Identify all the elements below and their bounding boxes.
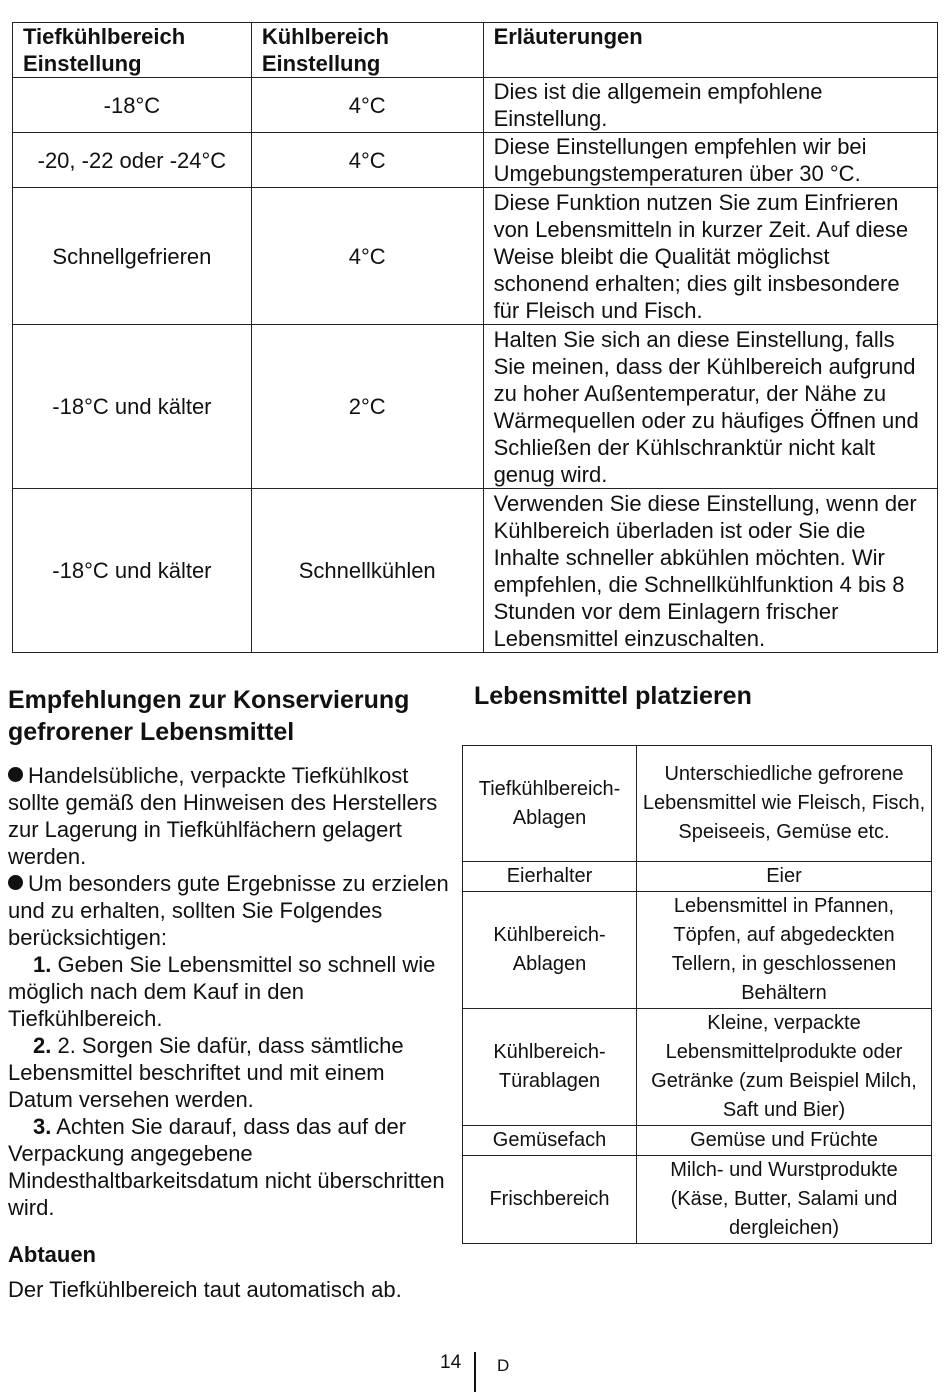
step-text: Geben Sie Lebensmittel so schnell wie möglich nach dem Kauf in den Tiefkühlbereich. (8, 952, 436, 1031)
header-notes: Erläuterungen (483, 23, 937, 78)
bullet-icon (8, 875, 23, 890)
language-code: D (497, 1356, 510, 1375)
food-items-cell: Lebensmittel in Pfannen, Töpfen, auf abgedeckten Tellern, in geschlossenen Behältern (637, 892, 932, 1009)
table-row (13, 188, 938, 325)
table-row (463, 862, 932, 892)
food-items-cell: Eier (637, 862, 932, 892)
bullet-text: Um besonders gute Ergebnisse zu erzielen und zu erhalten, sollten Sie Folgendes berücksichtigen: (8, 871, 449, 950)
step-text: Achten Sie darauf, dass das auf der Verpackung angegebene Mindesthaltbarkeitsdatum nicht überschritten wird. (8, 1114, 445, 1220)
notes-cell: Dies ist die allgemein empfohlene Einstellung. (483, 78, 937, 133)
storage-area-cell: Eierhalter (463, 862, 637, 892)
bullet-item (8, 762, 453, 870)
placement-heading: Lebensmittel platzieren (474, 682, 752, 710)
table-row (463, 746, 932, 862)
table-row (13, 78, 938, 133)
settings-table (12, 22, 938, 653)
freezer-setting-cell: -18°C (13, 78, 252, 133)
placement-table (462, 745, 932, 1244)
table-row (13, 133, 938, 188)
table-row (463, 1156, 932, 1244)
storage-area-cell: Tiefkühlbereich-Ablagen (463, 746, 637, 862)
table-row (13, 325, 938, 489)
notes-cell: Diese Einstellungen empfehlen wir bei Umgebungstemperaturen über 30 °C. (483, 133, 937, 188)
recommendations-heading: Empfehlungen zur Konservierung gefrorener Lebensmittel (8, 686, 410, 746)
bullet-text: Handelsübliche, verpackte Tiefkühlkost sollte gemäß den Hinweisen des Herstellers zur Lagerung in Tiefkühlfächern gelagert werden. (8, 763, 438, 869)
notes-cell: Halten Sie sich an diese Einstellung, falls Sie meinen, dass der Kühlbereich aufgrund zu hoher Außentemperatur, der Nähe zu Wärmequellen oder zu häufiges Öffnen und Schließen der Kühlschranktür nicht kalt genug wird. (483, 325, 937, 489)
numbered-step (8, 951, 453, 1032)
notes-cell: Verwenden Sie diese Einstellung, wenn der Kühlbereich überladen ist oder Sie die Inhalte schneller abkühlen möchten. Wir empfehlen, die Schnellkühlfunktion 4 bis 8 Stunden vor dem Einlagern frischer Lebensmittel einzuschalten. (483, 489, 937, 653)
storage-area-cell: Gemüsefach (463, 1126, 637, 1156)
freezer-setting-cell: -20, -22 oder -24°C (13, 133, 252, 188)
header-freezer-setting: Tiefkühlbereich Einstellung (13, 23, 252, 78)
settings-header-row (13, 23, 938, 78)
freezer-setting-cell: -18°C und kälter (13, 325, 252, 489)
defrost-heading: Abtauen (8, 1242, 96, 1267)
bullet-item (8, 870, 453, 951)
table-row (463, 1126, 932, 1156)
freezer-setting-cell: -18°C und kälter (13, 489, 252, 653)
numbered-step (8, 1113, 453, 1221)
step-number: 3. (33, 1114, 52, 1139)
step-number: 2. (33, 1033, 52, 1058)
bullet-icon (8, 767, 23, 782)
fridge-setting-cell: 4°C (251, 78, 483, 133)
table-row (463, 1009, 932, 1126)
step-text: 2. Sorgen Sie dafür, dass sämtliche Lebensmittel beschriftet und mit einem Datum versehen werden. (8, 1033, 404, 1112)
fridge-setting-cell: 4°C (251, 188, 483, 325)
recommendations-section (8, 684, 453, 1303)
numbered-step (8, 1032, 453, 1113)
step-number: 1. (33, 952, 52, 977)
page-number: 14 (440, 1352, 462, 1373)
food-items-cell: Milch- und Wurstprodukte (Käse, Butter, Salami und dergleichen) (637, 1156, 932, 1244)
food-items-cell: Gemüse und Früchte (637, 1126, 932, 1156)
food-items-cell: Kleine, verpackte Lebensmittelprodukte oder Getränke (zum Beispiel Milch, Saft und Bier) (637, 1009, 932, 1126)
defrost-text: Der Tiefkühlbereich taut automatisch ab. (8, 1277, 402, 1302)
storage-area-cell: Kühlbereich-Türablagen (463, 1009, 637, 1126)
notes-cell: Diese Funktion nutzen Sie zum Einfrieren von Lebensmitteln in kurzer Zeit. Auf diese Weise bleibt die Qualität möglichst schonend erhalten; dies gilt insbesondere für Fleisch und Fisch. (483, 188, 937, 325)
food-items-cell: Unterschiedliche gefrorene Lebensmittel wie Fleisch, Fisch, Speiseeis, Gemüse etc. (637, 746, 932, 862)
header-fridge-setting: Kühlbereich Einstellung (251, 23, 483, 78)
table-row (13, 489, 938, 653)
storage-area-cell: Kühlbereich-Ablagen (463, 892, 637, 1009)
freezer-setting-cell: Schnellgefrieren (13, 188, 252, 325)
fridge-setting-cell: Schnellkühlen (251, 489, 483, 653)
table-row (463, 892, 932, 1009)
fridge-setting-cell: 2°C (251, 325, 483, 489)
storage-area-cell: Frischbereich (463, 1156, 637, 1244)
footer-divider (474, 1352, 476, 1392)
fridge-setting-cell: 4°C (251, 133, 483, 188)
